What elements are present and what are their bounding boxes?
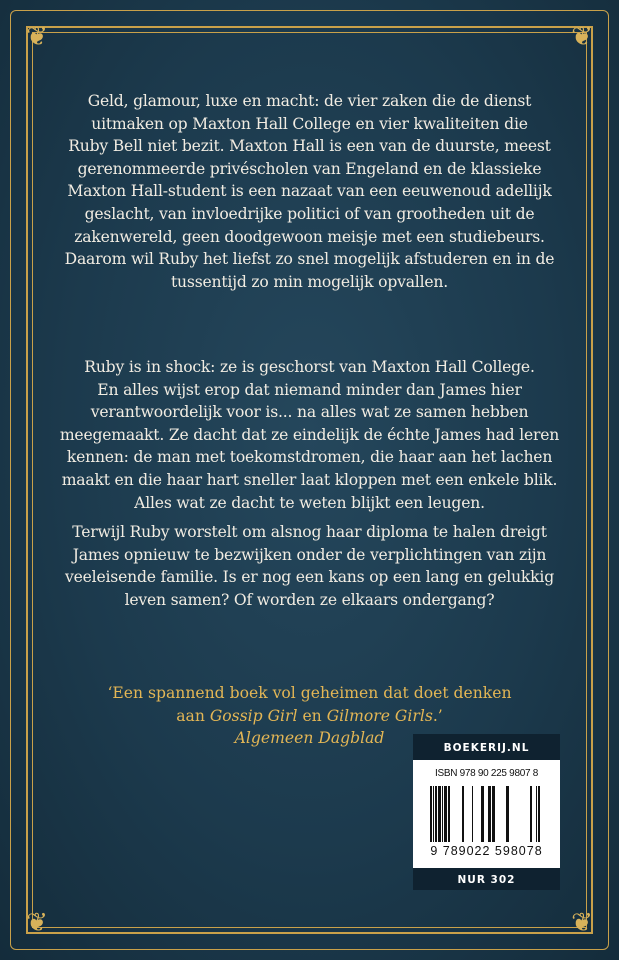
quote-text: en <box>297 706 327 725</box>
blurb-paragraph-3 <box>40 521 579 611</box>
blurb-line: James opnieuw te bezwijken onder de verplichtingen van zijn <box>72 545 547 564</box>
quote-text: .’ <box>432 706 443 725</box>
flourish-icon: ❦ <box>571 908 593 938</box>
blurb-line: zakenwereld, geen doodgewoon meisje met een studiebeurs. <box>74 227 545 246</box>
blurb-line: Ruby Bell niet bezit. Maxton Hall is een van de duurste, meest <box>68 137 551 156</box>
blurb-line: veeleisende familie. Is er nog een kans op een lang en gelukkig <box>65 568 554 587</box>
blurb-line: tussentijd zo min mogelijk opvallen. <box>170 272 449 291</box>
blurb-line: gerenommeerde privéscholen van Engeland en de klassieke <box>77 159 542 178</box>
quote-line-2 <box>40 705 579 728</box>
flourish-icon: ❦ <box>26 908 48 938</box>
blurb-line: kennen: de man met toekomstdromen, die haar aan het lachen <box>66 448 553 467</box>
publisher-url: BOEKERIJ.NL <box>443 742 530 754</box>
blurb-line: uitmaken op Maxton Hall College en vier kwaliteiten die <box>91 114 528 133</box>
quote-line-1: ‘Een spannend boek vol geheimen dat doet denken <box>107 684 512 702</box>
blurb-line: Alles wat ze dacht te weten blijkt een leugen. <box>134 493 485 512</box>
barcode-box <box>413 734 560 890</box>
blurb-line: meegemaakt. Ze dacht dat ze eindelijk de échte James had leren <box>59 425 560 444</box>
blurb-line: Maxton Hall-student is een nazaat van een eeuwenoud adellijk <box>67 182 552 201</box>
quote-title: Gossip Girl <box>209 706 298 725</box>
barcode-panel <box>413 760 560 868</box>
flourish-icon: ❦ <box>571 22 593 52</box>
isbn-label: ISBN 978 90 225 9807 8 <box>435 768 538 779</box>
blurb-paragraph-1 <box>40 90 579 293</box>
quote-text: aan <box>176 706 210 725</box>
flourish-icon: ❦ <box>26 22 48 52</box>
quote-title: Gilmore Girls <box>326 706 433 725</box>
blurb-paragraph-2 <box>40 356 579 514</box>
quote-source-text: Algemeen Dagblad <box>234 729 385 748</box>
barcode-icon <box>427 786 545 848</box>
blurb-line: maakt en die haar hart sneller laat kloppen met een enkele blik. <box>61 470 558 489</box>
nur-code: NUR 302 <box>457 874 516 886</box>
blurb-line: geslacht, van invloedrijke politici of van grootheden uit de <box>84 204 535 223</box>
blurb-line: Ruby is in shock: ze is geschorst van Maxton Hall College. <box>84 358 535 376</box>
blurb-line: Geld, glamour, luxe en macht: de vier zaken die de dienst <box>87 92 532 110</box>
blurb-line: Terwijl Ruby worstelt om alsnog haar diploma te halen dreigt <box>72 523 547 541</box>
ean-number: 9 789022 598078 <box>430 844 543 858</box>
blurb-line: Daarom wil Ruby het liefst zo snel mogelijk afstuderen en in de <box>64 250 555 269</box>
blurb-line: leven samen? Of worden ze elkaars ondergang? <box>124 590 495 609</box>
blurb-line: En alles wijst erop dat niemand minder dan James hier <box>97 380 522 399</box>
blurb-line: verantwoordelijk voor is... na alles wat ze samen hebben <box>90 403 529 422</box>
